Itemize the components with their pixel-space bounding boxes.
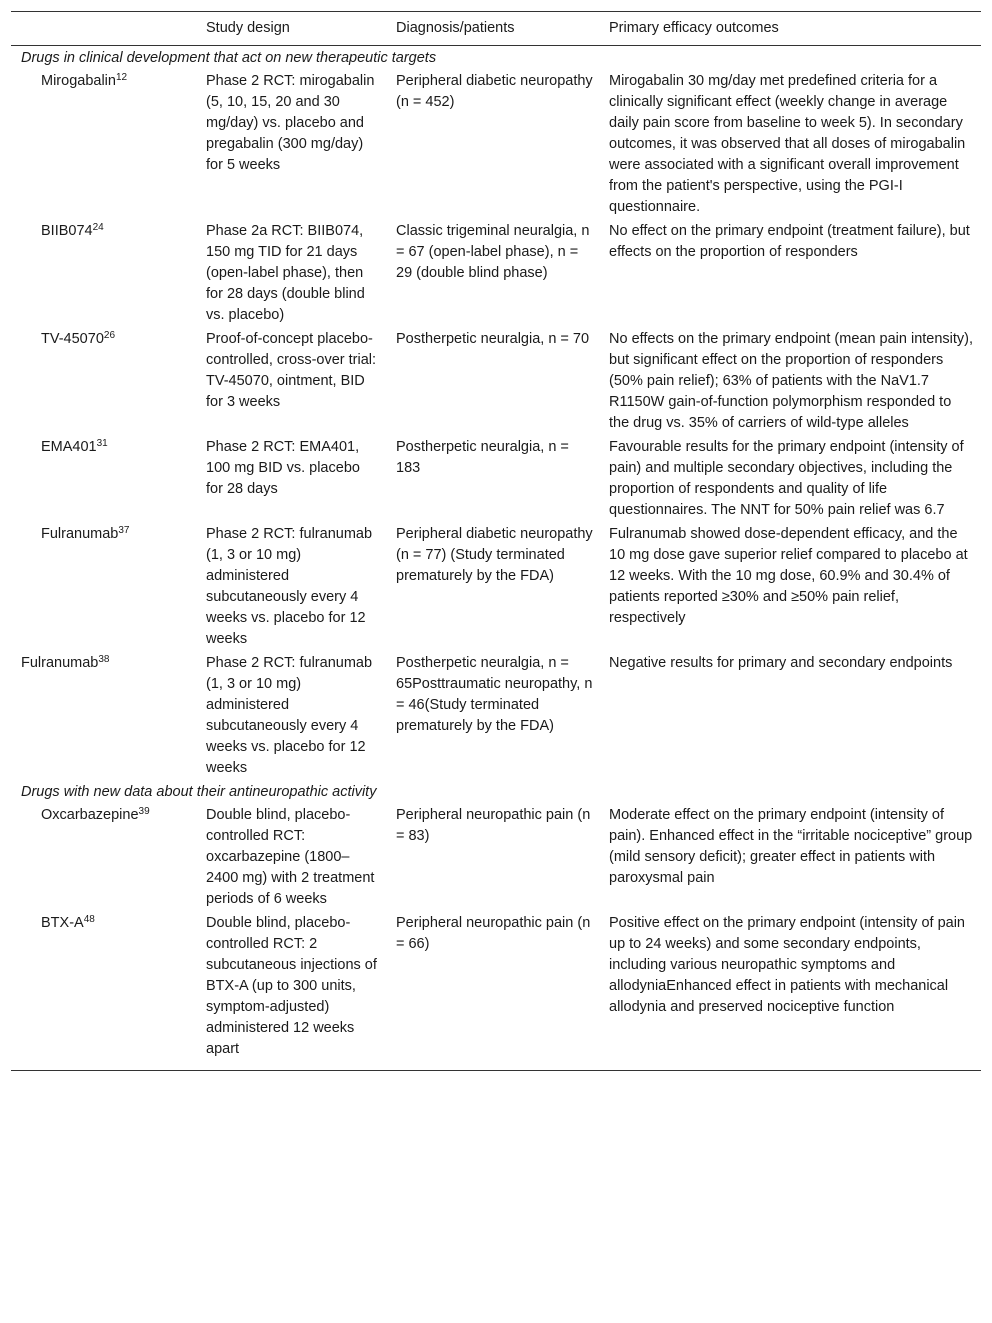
outcome-cell: Negative results for primary and secondary endpoints: [609, 655, 953, 671]
reference: 12: [115, 72, 128, 83]
diagnosis-cell: Peripheral neuropathic pain (n = 66): [396, 915, 591, 952]
drug-cell: [11, 803, 196, 911]
outcome-cell: Favourable results for the primary endpoint (intensity of pain) and multiple secondary objectives, including the proportion of respondents and quality of life questionnaires. The NNT for 50% pain relief was 6.7: [609, 439, 964, 518]
drug-name: TV-45070: [41, 331, 104, 347]
drug-cell: [11, 911, 196, 1071]
drug-cell: [11, 327, 196, 435]
outcome-cell: Moderate effect on the primary endpoint (intensity of pain). Enhanced effect in the “irritable nociceptive” group (mild sensory deficit); greater effect in patients with paroxysmal pain: [609, 807, 973, 886]
drug-cell: [11, 651, 196, 780]
table-row: [11, 435, 981, 522]
reference: 39: [138, 806, 150, 817]
diagnosis-cell: Postherpetic neuralgia, n = 183: [396, 439, 569, 476]
design-cell: Double blind, placebo-controlled RCT: 2 subcutaneous injections of BTX-A (up to 300 units, symptom-adjusted) administered 12 weeks apart: [206, 915, 377, 1057]
reference: 37: [118, 525, 130, 536]
design-cell: Phase 2 RCT: mirogabalin (5, 10, 15, 20 and 30 mg/day) vs. placebo and pregabalin (300 mg/day) for 5 weeks: [206, 73, 375, 173]
design-cell: Phase 2 RCT: fulranumab (1, 3 or 10 mg) administered subcutaneously every 4 weeks vs. placebo for 12 weeks: [206, 526, 373, 647]
header-outcomes: Primary efficacy outcomes: [609, 20, 779, 36]
drug-cell: [11, 69, 196, 219]
table-row: [11, 219, 981, 327]
drug-cell: [11, 522, 196, 651]
design-cell: Proof-of-concept placebo-controlled, cross-over trial: TV-45070, ointment, BID for 3 weeks: [206, 331, 377, 410]
drug-name: Fulranumab: [41, 526, 119, 542]
drug-name: BTX-A: [41, 915, 84, 931]
section-title: Drugs in clinical development that act on new therapeutic targets: [21, 50, 437, 66]
drug-cell: [11, 435, 196, 522]
header-diagnosis: Diagnosis/patients: [396, 20, 515, 36]
drug-name: Fulranumab: [21, 655, 99, 671]
outcome-cell: Mirogabalin 30 mg/day met predefined criteria for a clinically significant effect (weekly change in average daily pain score from baseline to week 5). In secondary outcomes, it was observed that all doses of mirogabalin were associated with a significant overall improvement from the patient's perspective, using the PGI-I questionnaire.: [609, 73, 966, 215]
diagnosis-cell: Peripheral diabetic neuropathy (n = 77) (Study terminated prematurely by the FDA): [396, 526, 593, 584]
diagnosis-cell: Postherpetic neuralgia, n = 65Posttraumatic neuropathy, n = 46(Study terminated prematurely by the FDA): [396, 655, 593, 734]
table-row: [11, 911, 981, 1071]
section-title: Drugs with new data about their antineuropathic activity: [21, 784, 377, 800]
study-table: [11, 11, 981, 1071]
table-row: [11, 327, 981, 435]
table-row: [11, 69, 981, 219]
header-row: [11, 12, 981, 46]
header-study-design: Study design: [206, 20, 290, 36]
diagnosis-cell: Postherpetic neuralgia, n = 70: [396, 331, 590, 347]
reference: 31: [96, 438, 108, 449]
table-row: [11, 651, 981, 780]
outcome-cell: Fulranumab showed dose-dependent efficacy, and the 10 mg dose gave superior relief compared to placebo at 12 weeks. With the 10 mg dose, 60.9% and 30.4% of patients reported ≥30% and ≥50% pain relief, respectively: [609, 526, 968, 626]
outcome-cell: No effects on the primary endpoint (mean pain intensity), but significant effect on the proportion of responders (50% pain relief); 63% of patients with the NaV1.7 R1150W gain-of-function polymorphism responded to the drug vs. 35% of carriers of wild-type alleles: [609, 331, 974, 431]
diagnosis-cell: Peripheral neuropathic pain (n = 83): [396, 807, 591, 844]
drug-name: BIIB074: [41, 223, 93, 239]
header-drug: [11, 12, 196, 46]
reference: 48: [83, 914, 95, 925]
reference: 26: [103, 330, 116, 341]
drug-name: EMA401: [41, 439, 97, 455]
reference: 24: [92, 222, 104, 233]
section-row: [11, 780, 981, 803]
table-row: [11, 803, 981, 911]
table-row: [11, 522, 981, 651]
section-row: [11, 46, 981, 70]
diagnosis-cell: Classic trigeminal neuralgia, n = 67 (open-label phase), n = 29 (double blind phase): [396, 223, 590, 281]
outcome-cell: Positive effect on the primary endpoint (intensity of pain up to 24 weeks) and some secondary endpoints, including various neuropathic symptoms and allodyniaEnhanced effect in patients with mechanical allodynia and preserved nociceptive function: [609, 915, 965, 1015]
design-cell: Double blind, placebo-controlled RCT: oxcarbazepine (1800–2400 mg) with 2 treatment periods of 6 weeks: [206, 807, 375, 907]
reference: 38: [98, 654, 110, 665]
drug-cell: [11, 219, 196, 327]
design-cell: Phase 2a RCT: BIIB074, 150 mg TID for 21 days (open-label phase), then for 28 days (double blind vs. placebo): [206, 223, 365, 323]
outcome-cell: No effect on the primary endpoint (treatment failure), but effects on the proportion of responders: [609, 223, 970, 260]
drug-name: Oxcarbazepine: [41, 807, 139, 823]
drug-name: Mirogabalin: [41, 73, 116, 89]
diagnosis-cell: Peripheral diabetic neuropathy (n = 452): [396, 73, 593, 110]
design-cell: Phase 2 RCT: EMA401, 100 mg BID vs. placebo for 28 days: [206, 439, 360, 497]
design-cell: Phase 2 RCT: fulranumab (1, 3 or 10 mg) administered subcutaneously every 4 weeks vs. placebo for 12 weeks: [206, 655, 373, 776]
